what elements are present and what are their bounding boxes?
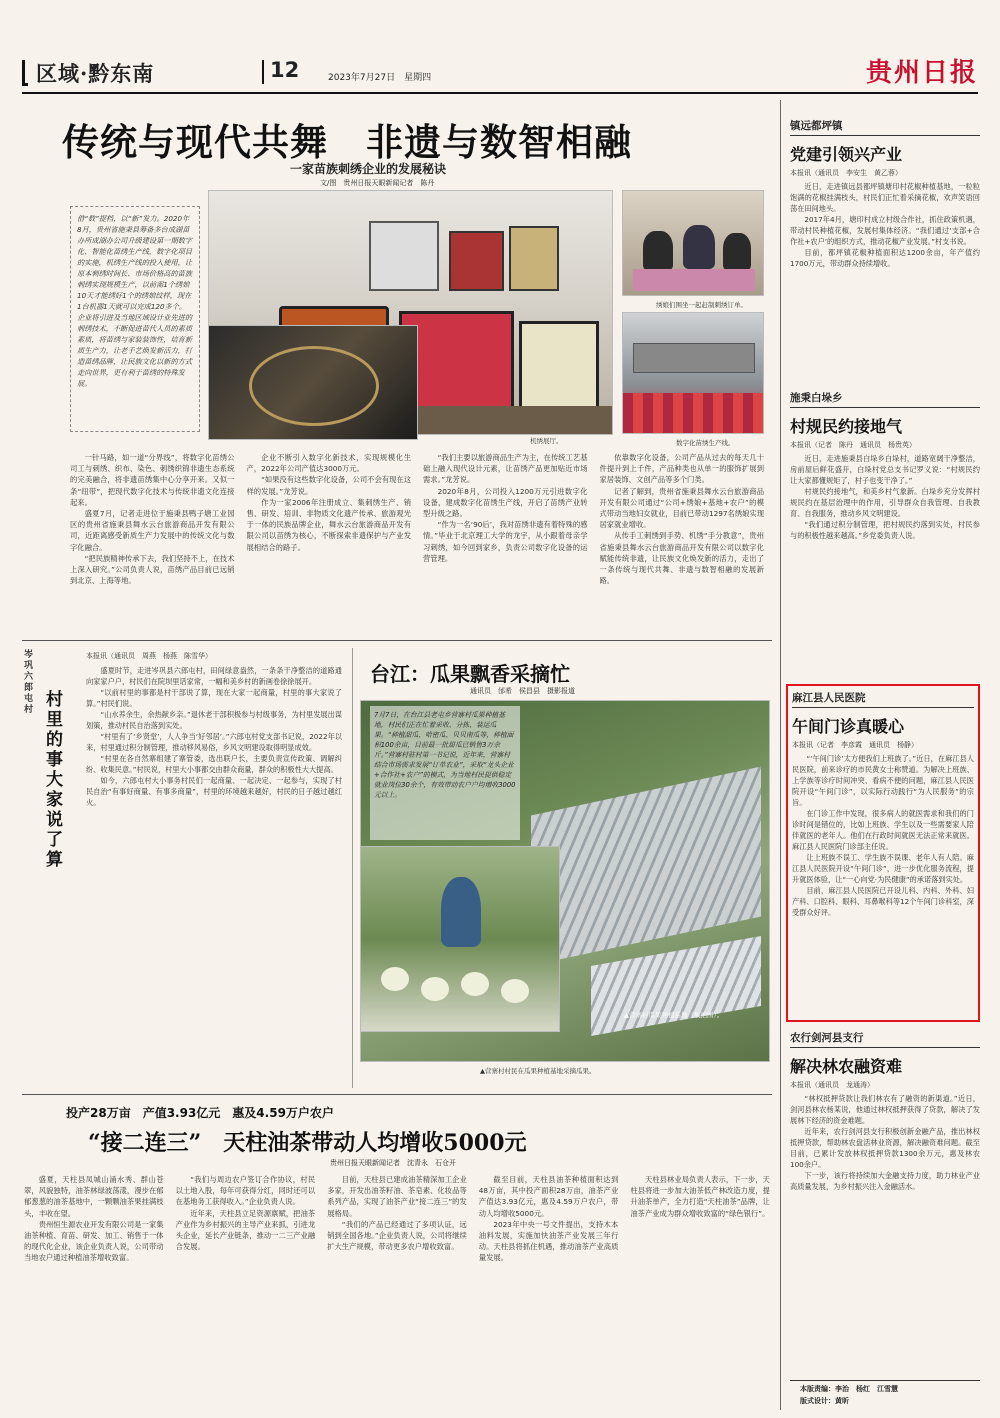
sidebar-paragraph: 近日，走进施秉县白垛乡白垛村，道路宽阔干净整洁，房前屋后鲜花盛开，白垛村党总支书记罗义说：“村规民约让大家都懂规矩了，村子也变干净了。” xyxy=(790,454,980,485)
lead-paragraph: 从传手工刺绣到手势、机绣“手分教意”，贵州省施秉县舞水云台旅游商品开发有限公司以数字化赋能传统非遗，让民族文化焕发新的活力，走出了一条传统与现代共舞、非遗与数智相融的发展新路。 xyxy=(599,531,764,586)
caption-production-line: 数字化苗绣生产线。 xyxy=(676,439,735,447)
lead-paragraph: 企业不断引入数字化新技术，实现规模化生产，2022年公司产值达3000万元。 xyxy=(246,453,411,474)
tea-oil-paragraph: “我们与周边农户签订合作协议，村民以土地入股，每年可获得分红，同时还可以在基地务工获得收入。”企业负责人说。 xyxy=(175,1175,316,1207)
tea-oil-paragraph: 盛夏，天柱县凤城山涌水秀、群山苍翠，风貌独特，油茶林绿波荡漾，漫步在郁郁葱葱的油茶基地中，一颗颗油茶果挂满枝头，丰收在望。 xyxy=(24,1175,164,1218)
sidebar-story-2 xyxy=(790,390,980,680)
lead-paragraph: 一针马路，如一道“分界线”，将数字化苗绣公司工与刺绣、织布、染色、刺绣织锦非遗生态系统的完美融合，将非遗苗绣集中心分享开来。又似一条“纽带”，把现代数字化技术与传统非遗文化连接起来。 xyxy=(70,453,235,507)
greenhouse-rows xyxy=(591,936,761,1036)
sidebar-paragraph: 下一步，该行将持续加大金融支持力度，助力林业产业高质量发展，为乡村振兴注入金融活水。 xyxy=(790,1171,980,1191)
newspaper-logo: 贵州日报 xyxy=(865,58,978,88)
embroidery-panel xyxy=(519,321,599,416)
footer-rule xyxy=(790,1380,980,1381)
village-byline: 本报讯（通讯员 周燕 杨燕 陈雪华） xyxy=(86,652,212,660)
melon xyxy=(461,972,489,996)
production-line-carpet xyxy=(623,393,764,434)
melon-intro-text: 7月7日，在台江县老屯乡营寨村瓜果种植基地，村民们正在忙着采收、分拣、装运瓜果。“种植甜瓜、哈密瓜、贝贝南瓜等，种植面积100余亩，目前最一批甜瓜已销售3万余斤。”营寨村驻村第一书记说，近年来，营寨村结合市场需求发展“订单农业”，采取“龙头企业+合作社+农户”的模式，为当地村民提供稳定就业岗位30余个，有效带动农户户均增收3000元以上。 xyxy=(374,711,516,799)
melon-headline: 台江：瓜果飘香采摘忙 xyxy=(370,662,570,686)
lead-headline: 传统与现代共舞 非遗与数智相融 xyxy=(62,120,632,164)
melon-intro-box xyxy=(370,706,520,840)
lead-column xyxy=(600,452,765,632)
sidebar-byline: 本报讯（通讯员 李安生 黄乙蓉） xyxy=(790,169,902,177)
tea-oil-body xyxy=(24,1174,770,1404)
lead-photo-carpet xyxy=(208,325,418,440)
column-divider xyxy=(352,648,353,1088)
caption-aerial: ▲营寨村瓜果种植基地（航拍图）。 xyxy=(624,1011,724,1019)
sidebar-tag: 镇远都坪镇 xyxy=(790,118,980,136)
sidebar-title: 村规民约接地气 xyxy=(790,417,903,436)
sidebar-tag: 麻江县人民医院 xyxy=(792,690,974,708)
tea-oil-paragraph: 近年来，天柱县立足资源禀赋，把油茶产业作为乡村振兴的主导产业来抓，引进龙头企业，延长产业链条，推动一二三产业融合发展。 xyxy=(175,1208,316,1252)
tea-oil-paragraph: 2023年中央一号文件提出，支持木本油料发展，实施加快油茶产业发展三年行动。天柱县将抓住机遇，推动油茶产业高质量发展。 xyxy=(478,1219,619,1263)
section-name: 区域·黔东南 xyxy=(36,61,155,86)
section-corner-mark xyxy=(22,60,28,86)
lead-paragraph: 作为一家2006年注册成立、集刺绣生产、销售、研发、培训、非物质文化遗产传承、旅游观光于一体的民族品牌企业，舞水云台旅游商品开发有限公司以苗绣为核心，不断探索非遗保护与产业发展相结合的路子。 xyxy=(246,497,411,552)
melon xyxy=(421,977,449,1001)
tea-oil-kicker: 投产28万亩 产值3.93亿元 惠及4.59万户农户 xyxy=(66,1106,334,1120)
lead-subtitle: 一家苗族刺绣企业的发展秘诀 xyxy=(290,162,447,176)
worker-figure xyxy=(723,233,751,271)
lead-byline: 文/图 贵州日报天眼新闻记者 陈丹 xyxy=(320,179,435,187)
melon-byline: 通讯员 邰希 侯昌县 摄影报道 xyxy=(470,687,575,695)
footer-editors: 本版责编：李治 杨红 江雪慧 xyxy=(800,1385,898,1393)
sidebar-title: 午间门诊真暖心 xyxy=(792,717,905,736)
sidebar-paragraph: 村规民约接地气，和美乡村气象新。白垛乡充分发挥村规民约在基层治理中的作用，引导群众自我管理、自我教育、自我服务，推动乡风文明建设。 xyxy=(790,487,980,518)
page-number: 12 xyxy=(270,58,300,82)
caption-harvest: ▲营寨村村民在瓜果种植基地采摘瓜果。 xyxy=(480,1067,596,1075)
sidebar-paragraph: 在门诊工作中发现，很多病人的就医需求和我们的门诊时间是错位的，比如上班族、学生以及一些需要家人陪伴就医的老年人。他们在行政时间就医无法正常来就医。麻江县人民医院门诊部主任说。 xyxy=(792,809,974,851)
embroidery-frame xyxy=(509,226,559,291)
sidebar-title: 解决林农融资难 xyxy=(790,1057,903,1076)
greenhouse-rows xyxy=(531,767,761,966)
carpet-pattern xyxy=(249,346,379,426)
village-paragraph: 盛夏时节，走进岑巩县六郎屯村，田间绿意盎然，一条条干净整洁的道路通向家家户户，村民们在院坝里话家常，一幅和美乡村的新画卷徐徐展开。 xyxy=(86,666,342,686)
tea-oil-paragraph: “我们的产品已经通过了多项认证，远销到全国各地。”企业负责人说，公司将继续扩大生产规模，带动更多农户增收致富。 xyxy=(327,1219,467,1252)
lead-paragraph: 盛夏7月，记者走进位于施秉县鸭子塘工业园区的贵州省施秉县舞水云台旅游商品开发有限公司，近距离感受新质生产力发展中的传统文化与数字化融合。 xyxy=(70,509,235,552)
farmer-figure xyxy=(441,877,481,947)
lead-paragraph: “把民族精神传承下去，我们坚持不上，在技术上深入研究。”公司负责人说，苗绣产品目前已远销到北京、上海等地。 xyxy=(70,553,235,586)
sidebar-paragraph: “我们通过积分制管理，把村规民约落到实处，村民参与的积极性越来越高。”乡党委负责人说。 xyxy=(790,520,980,540)
sidebar-paragraph: 目前，麻江县人民医院已开设儿科、内科、外科、妇产科、口腔科、眼科、耳鼻喉科等12个午间门诊科室，深受群众好评。 xyxy=(792,886,974,917)
lead-intro-box xyxy=(70,206,200,432)
melon-harvest-photo xyxy=(360,846,560,1032)
tea-oil-paragraph: 天柱县林业局负责人表示，下一步，天柱县将进一步加大油茶低产林改造力度，提升油茶单产，全力打造“天柱油茶”品牌，让油茶产业成为群众增收致富的“绿色银行”。 xyxy=(630,1175,770,1218)
melon xyxy=(381,967,409,991)
tea-oil-column xyxy=(327,1174,467,1404)
worker-figure xyxy=(643,231,673,271)
lead-paragraph: 2020年8月，公司投入1200万元引进数字化设备，建成数字化苗绣生产线，开启了苗绣产业转型升级之路。 xyxy=(423,486,588,519)
lead-photo-embroiderers xyxy=(622,190,764,296)
sidebar-title: 党建引领兴产业 xyxy=(790,145,903,164)
sidebar-byline: 本报讯（通讯员 龙通涛） xyxy=(790,1081,874,1089)
lead-paragraph: 记者了解到，贵州省施秉县舞水云台旅游商品开发有限公司通过“公司+绣娘+基地+农户”的模式带动当地妇女就业，目前已带动1297名绣娘实现居家就业增收。 xyxy=(599,486,764,530)
lead-column xyxy=(423,452,588,632)
tea-oil-column xyxy=(24,1174,164,1404)
masthead-rule xyxy=(22,92,978,94)
section-rule xyxy=(22,1094,772,1095)
sidebar-story-1 xyxy=(790,118,980,383)
lead-paragraph: “如果没有这些数字化设备，公司不会有现在这样的发展。”龙芳说。 xyxy=(246,475,411,496)
lead-photo-production-line xyxy=(622,312,764,434)
village-paragraph: “山水养余生，余热献乡亲。”退休老干部积极参与村级事务，为村里发展出谋划策，推动村民自治落到实处。 xyxy=(86,710,342,730)
tea-oil-paragraph: 截至目前，天柱县油茶种植面积达到48万亩，其中投产面积28万亩，油茶产业产值达3.93亿元，惠及4.59万户农户，带动人均增收5000元。 xyxy=(478,1175,619,1218)
sidebar-paragraph: 2017年4月，塘印村成立村级合作社，抓住政策机遇，带动村民种植花椒，发展村集体经济。“我们通过‘支部+合作社+农户’的组织方式，推动花椒产业发展。”村支书说。 xyxy=(790,215,980,246)
tea-oil-headline: “接二连三” 天柱油茶带动人均增收5000元 xyxy=(88,1130,527,1156)
embroidery-cloth xyxy=(633,269,755,291)
sidebar-story-3-highlighted xyxy=(786,684,980,1022)
village-paragraph: 如今，六郎屯村大小事务村民们一起商量、一起决定、一起参与，实现了村民自治“有事好商量、有事多商量”，村里的环境越来越好，村民的日子越过越红火。 xyxy=(86,776,342,807)
caption-showroom: 机绣展厅。 xyxy=(530,437,563,445)
lead-paragraph: 依靠数字化设备，公司产品从过去的每天几十件提升到上千件，产品种类也从单一的服饰扩展到家居装饰、文创产品等多个门类。 xyxy=(599,453,764,485)
village-headline: 村里的事 大家说了算 xyxy=(46,690,80,870)
sidebar-tag: 施秉白垛乡 xyxy=(790,390,980,408)
village-kicker: 岑巩六郎屯村 xyxy=(24,650,34,715)
caption-embroiderers: 绣娘们围坐一起赶制刺绣订单。 xyxy=(656,301,747,309)
sidebar-story-4 xyxy=(790,1030,980,1372)
footer-design: 版式设计：黄昕 xyxy=(800,1397,849,1405)
embroidery-machine xyxy=(633,343,755,373)
lead-paragraph: “我们主要以旅游商品生产为主，在传统工艺基础上融入现代设计元素，让苗绣产品更加贴近市场需求。”龙芳说。 xyxy=(423,453,588,485)
masthead-divider xyxy=(262,60,264,84)
sidebar-paragraph: “‘午间门诊’太方便我们上班族了。”近日，在麻江县人民医院，前来诊疗的市民黄女士称赞道。为解决上班族、上学族等诊疗时间冲突、看病不便的问题，麻江县人民医院开设“午间门诊”，以实际行动践行“为人民服务”的宗旨。 xyxy=(792,754,974,807)
embroidery-frame xyxy=(369,221,439,291)
village-paragraph: “以前村里的事都是村干部说了算，现在大家一起商量，村里的事大家说了算。”村民们说。 xyxy=(86,688,342,708)
lead-body xyxy=(70,452,764,632)
section-rule xyxy=(22,640,772,641)
sidebar-paragraph: 近年来，农行剑河县支行积极创新金融产品，推出林权抵押贷款，帮助林农盘活林业资源，解决融资难问题。截至目前，已累计发放林权抵押贷款1300余万元，惠及林农100余户。 xyxy=(790,1127,980,1169)
lead-intro-text: 借“数”提档，以“新”发力。2020年8月，贵州省施秉县筹备多台成湖苗办所成湖办公司升级建设第一期数字化、智能化苗绣生产线，数字化项目的实施，机绣生产线的投入使用，让原本刺绣时间长、市场价格高的苗族刺绣实现规模生产，以前需1个绣娘10天才能绣好1个的绣娘纹样，现在1台机器1天就可以完成120多个。企业将引进及当地区域设计业先进的刺绣技术，不断促进苗代人员的素质素质，将苗绣与家装装饰性，培育新质生产力，让老手艺焕发新活力，打造苗绣品牌，让民族文化以新的方式走向世界，更有利于苗绣的特殊发展。 xyxy=(77,214,193,388)
sidebar-paragraph: 目前，都坪镇花椒种植面积达1200余亩，年产值约1700万元，带动群众持续增收。 xyxy=(790,248,980,268)
village-body xyxy=(86,648,342,1088)
embroidery-frame xyxy=(449,231,504,291)
lead-paragraph: “作为一名‘90后’，我对苗绣非遗有着特殊的感情。”毕业于北京理工大学的龙宇，从小跟着母亲学习刺绣，如今回到家乡，负责公司数字化设备的运营管理。 xyxy=(423,520,588,563)
issue-date: 2023年7月27日 星期四 xyxy=(328,73,432,83)
sidebar-paragraph: 近日，走进镇远县都坪镇塘印村花椒种植基地，一粒粒饱满的花椒挂满枝头，村民们正忙着采摘花椒，欢声笑语回荡在田间地头。 xyxy=(790,182,980,213)
sidebar-tag: 农行剑河县支行 xyxy=(790,1030,980,1048)
worker-figure xyxy=(683,225,715,269)
melon xyxy=(501,979,529,1003)
tea-oil-column xyxy=(176,1174,316,1404)
tea-oil-paragraph: 贵州恒生源农业开发有限公司是一家集油茶种植、育苗、研发、加工、销售于一体的现代化企业，该企业负责人说，公司带动当地农户通过种植油茶增收致富。 xyxy=(24,1219,164,1263)
sidebar-paragraph: 让上班族不误工、学生族不误课、老年人有人陪。麻江县人民医院开设“午间门诊”，进一步优化服务流程，提升就医体验，让“一心向党·为民健康”的承诺落到实处。 xyxy=(792,853,974,884)
tea-oil-column xyxy=(630,1174,770,1404)
sidebar-divider xyxy=(780,100,781,1410)
lead-column xyxy=(70,452,235,632)
sidebar-byline: 本报讯（记者 李彦霞 通讯员 杨静） xyxy=(792,741,918,749)
sidebar-byline: 本报讯（记者 陈丹 通讯员 杨贵英） xyxy=(790,441,916,449)
tea-oil-column xyxy=(479,1174,619,1404)
village-paragraph: “村里有了‘乡贤堂’，人人争当‘好邻居’。”六郎屯村党支部书记说，2022年以来，村里通过积分制管理，推动移风易俗，乡风文明建设取得明显成效。 xyxy=(86,732,342,752)
village-paragraph: “村里在各自然寨组建了寨管委，选出联户长，主要负责宣传政策、调解纠纷、收集民意。”村民说，村里大小事都交由群众商量，群众的积极性大大提高。 xyxy=(86,754,342,774)
sidebar-paragraph: “林权抵押贷款让我们林农有了融资的新渠道。”近日，剑河县林农杨某说，他通过林权抵押获得了贷款，解决了发展林下经济的资金难题。 xyxy=(790,1094,980,1125)
tea-oil-paragraph: 目前，天柱县已建成油茶精深加工企业多家，开发出油茶籽油、茶皂素、化妆品等系列产品，实现了油茶产业“接二连三”的发展格局。 xyxy=(327,1175,467,1218)
lead-column xyxy=(247,452,412,632)
tea-oil-byline: 贵州日报天眼新闻记者 沈青永 石仓开 xyxy=(330,1159,456,1167)
